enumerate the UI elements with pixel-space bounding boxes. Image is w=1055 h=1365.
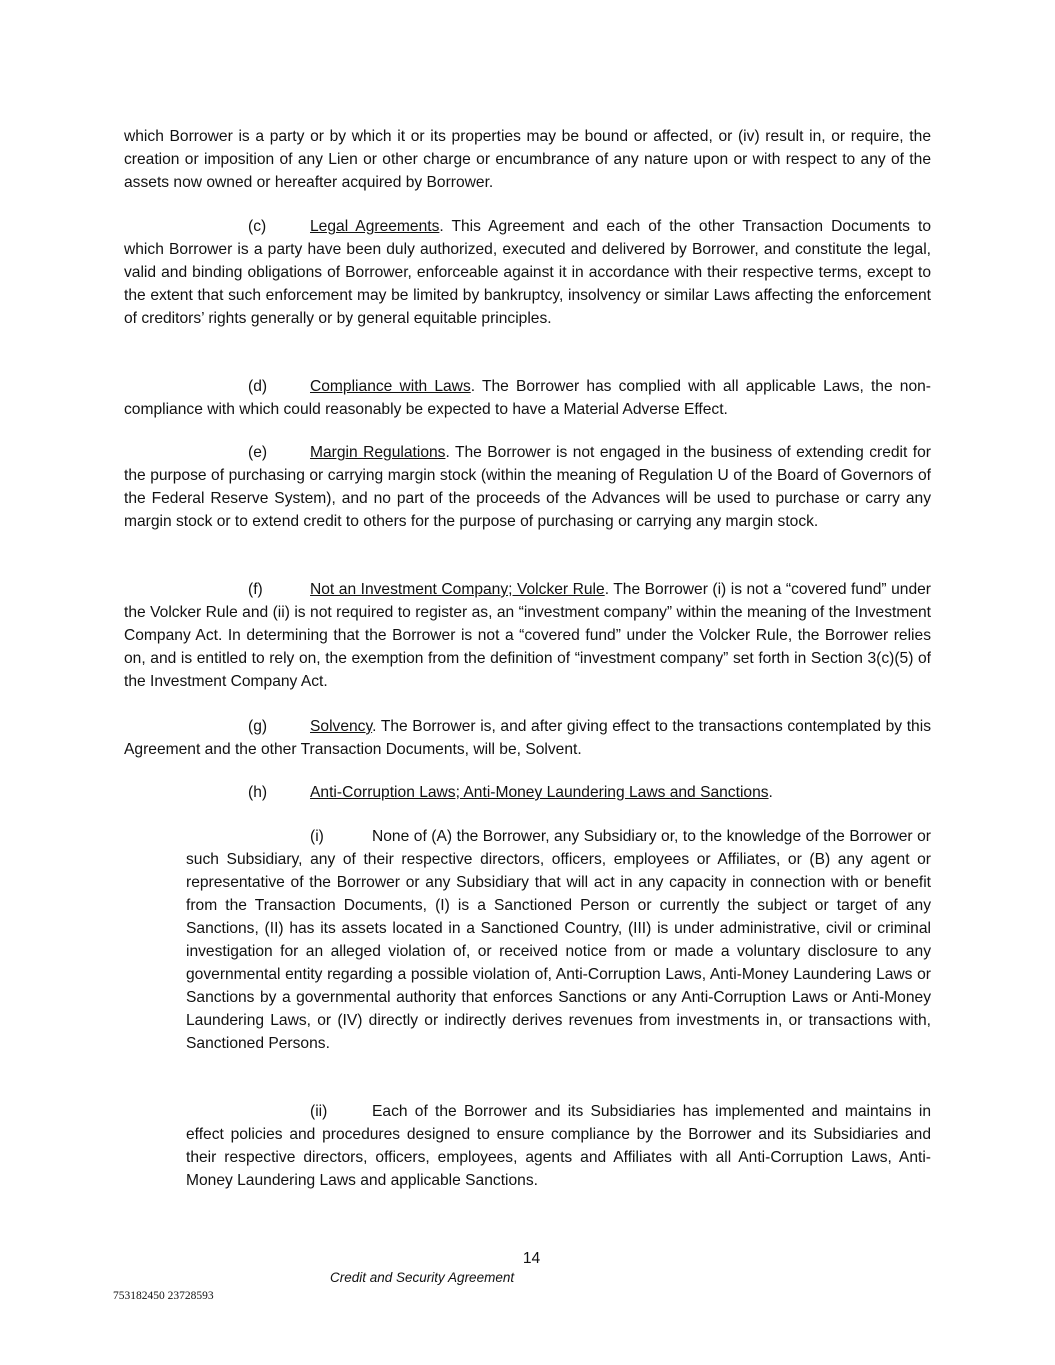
section-h-heading-line: (h) Anti-Corruption Laws; Anti-Money Laundering Laws and Sanctions. bbox=[248, 781, 773, 804]
section-f-heading: Not an Investment Company; Volcker Rule bbox=[310, 581, 605, 598]
section-c-paragraph: (c) Legal Agreements. This Agreement and each of the other Transaction Documents to which Borrower is a party have been duly authorized, executed and delivered by Borrower, and constitute the legal, valid and binding obligations of Borrower, enforceable against it in accordance with their respective terms, except to the extent that such enforcement may be limited by bankruptcy, insolvency or similar Laws affecting the enforcement of creditors’ rights generally or by general equitable principles. bbox=[124, 215, 931, 330]
section-h-i-label: (i) bbox=[310, 828, 324, 845]
section-c-label: (c) bbox=[248, 218, 267, 235]
section-h-i-paragraph bbox=[186, 825, 931, 1055]
section-d-text: The Borrower has complied with all applicable Laws, the non-compliance with which could reasonably be expected to have a Material Adverse Effect. bbox=[124, 378, 931, 418]
section-h-ii-text: Each of the Borrower and its Subsidiaries has implemented and maintains in effect policies and procedures designed to ensure compliance by the Borrower and its Subsidiaries and their respective directors, officers, employees, agents and Affiliates with all Anti-Corruption Laws, Anti-Money Laundering Laws and applicable Sanctions. bbox=[186, 1103, 931, 1189]
section-g-label: (g) bbox=[248, 718, 268, 735]
section-e-heading: Margin Regulations bbox=[310, 444, 446, 461]
section-h-ii-label: (ii) bbox=[310, 1103, 328, 1120]
section-d-heading: Compliance with Laws bbox=[310, 378, 471, 395]
section-g-heading: Solvency bbox=[310, 718, 373, 735]
document-id: 753182450 23728593 bbox=[113, 1290, 214, 1302]
footer-title: Credit and Security Agreement bbox=[330, 1270, 515, 1285]
section-h-heading: Anti-Corruption Laws; Anti-Money Laundering Laws and Sanctions bbox=[310, 784, 769, 801]
section-f-label: (f) bbox=[248, 581, 263, 598]
section-f-text: The Borrower (i) is not a “covered fund” under the Volcker Rule and (ii) is not required to register as, an “investment company” within the meaning of the Investment Company Act. In determining that the Borrower is not a “covered fund” under the Volcker Rule, the Borrower relies on, and is entitled to rely on, the exemption from the definition of “investment company” set forth in Section 3(c)(5) of the Investment Company Act. bbox=[124, 581, 931, 690]
page-number: 14 bbox=[522, 1250, 541, 1267]
section-g-text: The Borrower is, and after giving effect to the transactions contemplated by this Agreement and the other Transaction Documents, will be, Solvent. bbox=[124, 718, 931, 758]
section-e-label: (e) bbox=[248, 444, 268, 461]
section-f-paragraph: (f) Not an Investment Company; Volcker Rule. The Borrower (i) is not a “covered fund” under the Volcker Rule and (ii) is not required to register as, an “investment company” within the meaning of the Investment Company Act. In determining that the Borrower is not a “covered fund” under the Volcker Rule, the Borrower relies on, and is entitled to rely on, the exemption from the definition of “investment company” set forth in Section 3(c)(5) of the Investment Company Act. bbox=[124, 578, 931, 693]
section-g-paragraph: (g) Solvency. The Borrower is, and after giving effect to the transactions contemplated by this Agreement and the other Transaction Documents, will be, Solvent. bbox=[124, 715, 931, 761]
section-e-paragraph: (e) Margin Regulations. The Borrower is not engaged in the business of extending credit for the purpose of purchasing or carrying margin stock (within the meaning of Regulation U of the Board of Governors of the Federal Reserve System), and no part of the proceeds of the Advances will be used to purchase or carry any margin stock or to extend credit to others for the purpose of purchasing or carrying any margin stock. bbox=[124, 441, 931, 533]
section-h-i-text: None of (A) the Borrower, any Subsidiary or, to the knowledge of the Borrower or such Subsidiary, any of their respective directors, officers, employees or Affiliates, or (B) any agent or representative of the Borrower or any Subsidiary that will act in any capacity in connection with or benefit from the Transaction Documents, (I) is a Sanctioned Person or currently the subject or target of any Sanctions, (II) has its assets located in a Sanctioned Country, (III) is under administrative, civil or criminal investigation for an alleged violation of, or received notice from or made a voluntary disclosure to any governmental entity regarding a possible violation of, Anti-Corruption Laws, Anti-Money Laundering Laws or Sanctions by a governmental authority that enforces Sanctions or any Anti-Corruption Laws or Anti-Money Laundering Laws, or (IV) directly or indirectly derives revenues from investments in, or transactions with, Sanctioned Persons. bbox=[186, 828, 931, 1052]
section-d-label: (d) bbox=[248, 378, 268, 395]
section-c-text: This Agreement and each of the other Transaction Documents to which Borrower is a party have been duly authorized, executed and delivered by Borrower, and constitute the legal, valid and binding obligations of Borrower, enforceable against it in accordance with their respective terms, except to the extent that such enforcement may be limited by bankruptcy, insolvency or similar Laws affecting the enforcement of creditors’ rights generally or by general equitable principles. bbox=[124, 218, 932, 327]
section-d-paragraph: (d) Compliance with Laws. The Borrower has complied with all applicable Laws, the non-compliance with which could reasonably be expected to have a Material Adverse Effect. bbox=[124, 375, 931, 421]
section-h-label: (h) bbox=[248, 784, 268, 801]
section-h-ii-paragraph bbox=[186, 1100, 931, 1192]
section-e-text: The Borrower is not engaged in the business of extending credit for the purpose of purchasing or carrying margin stock (within the meaning of Regulation U of the Board of Governors of the Federal Reserve System), and no part of the proceeds of the Advances will be used to purchase or carry any margin stock or to extend credit to others for the purpose of purchasing or carrying any margin stock. bbox=[124, 444, 931, 530]
intro-paragraph: which Borrower is a party or by which it or its properties may be bound or affected, or (iv) result in, or require, the creation or imposition of any Lien or other charge or encumbrance of any nature upon or with respect to any of the assets now owned or hereafter acquired by Borrower. bbox=[124, 128, 931, 191]
section-c-heading: Legal Agreements bbox=[310, 218, 440, 235]
